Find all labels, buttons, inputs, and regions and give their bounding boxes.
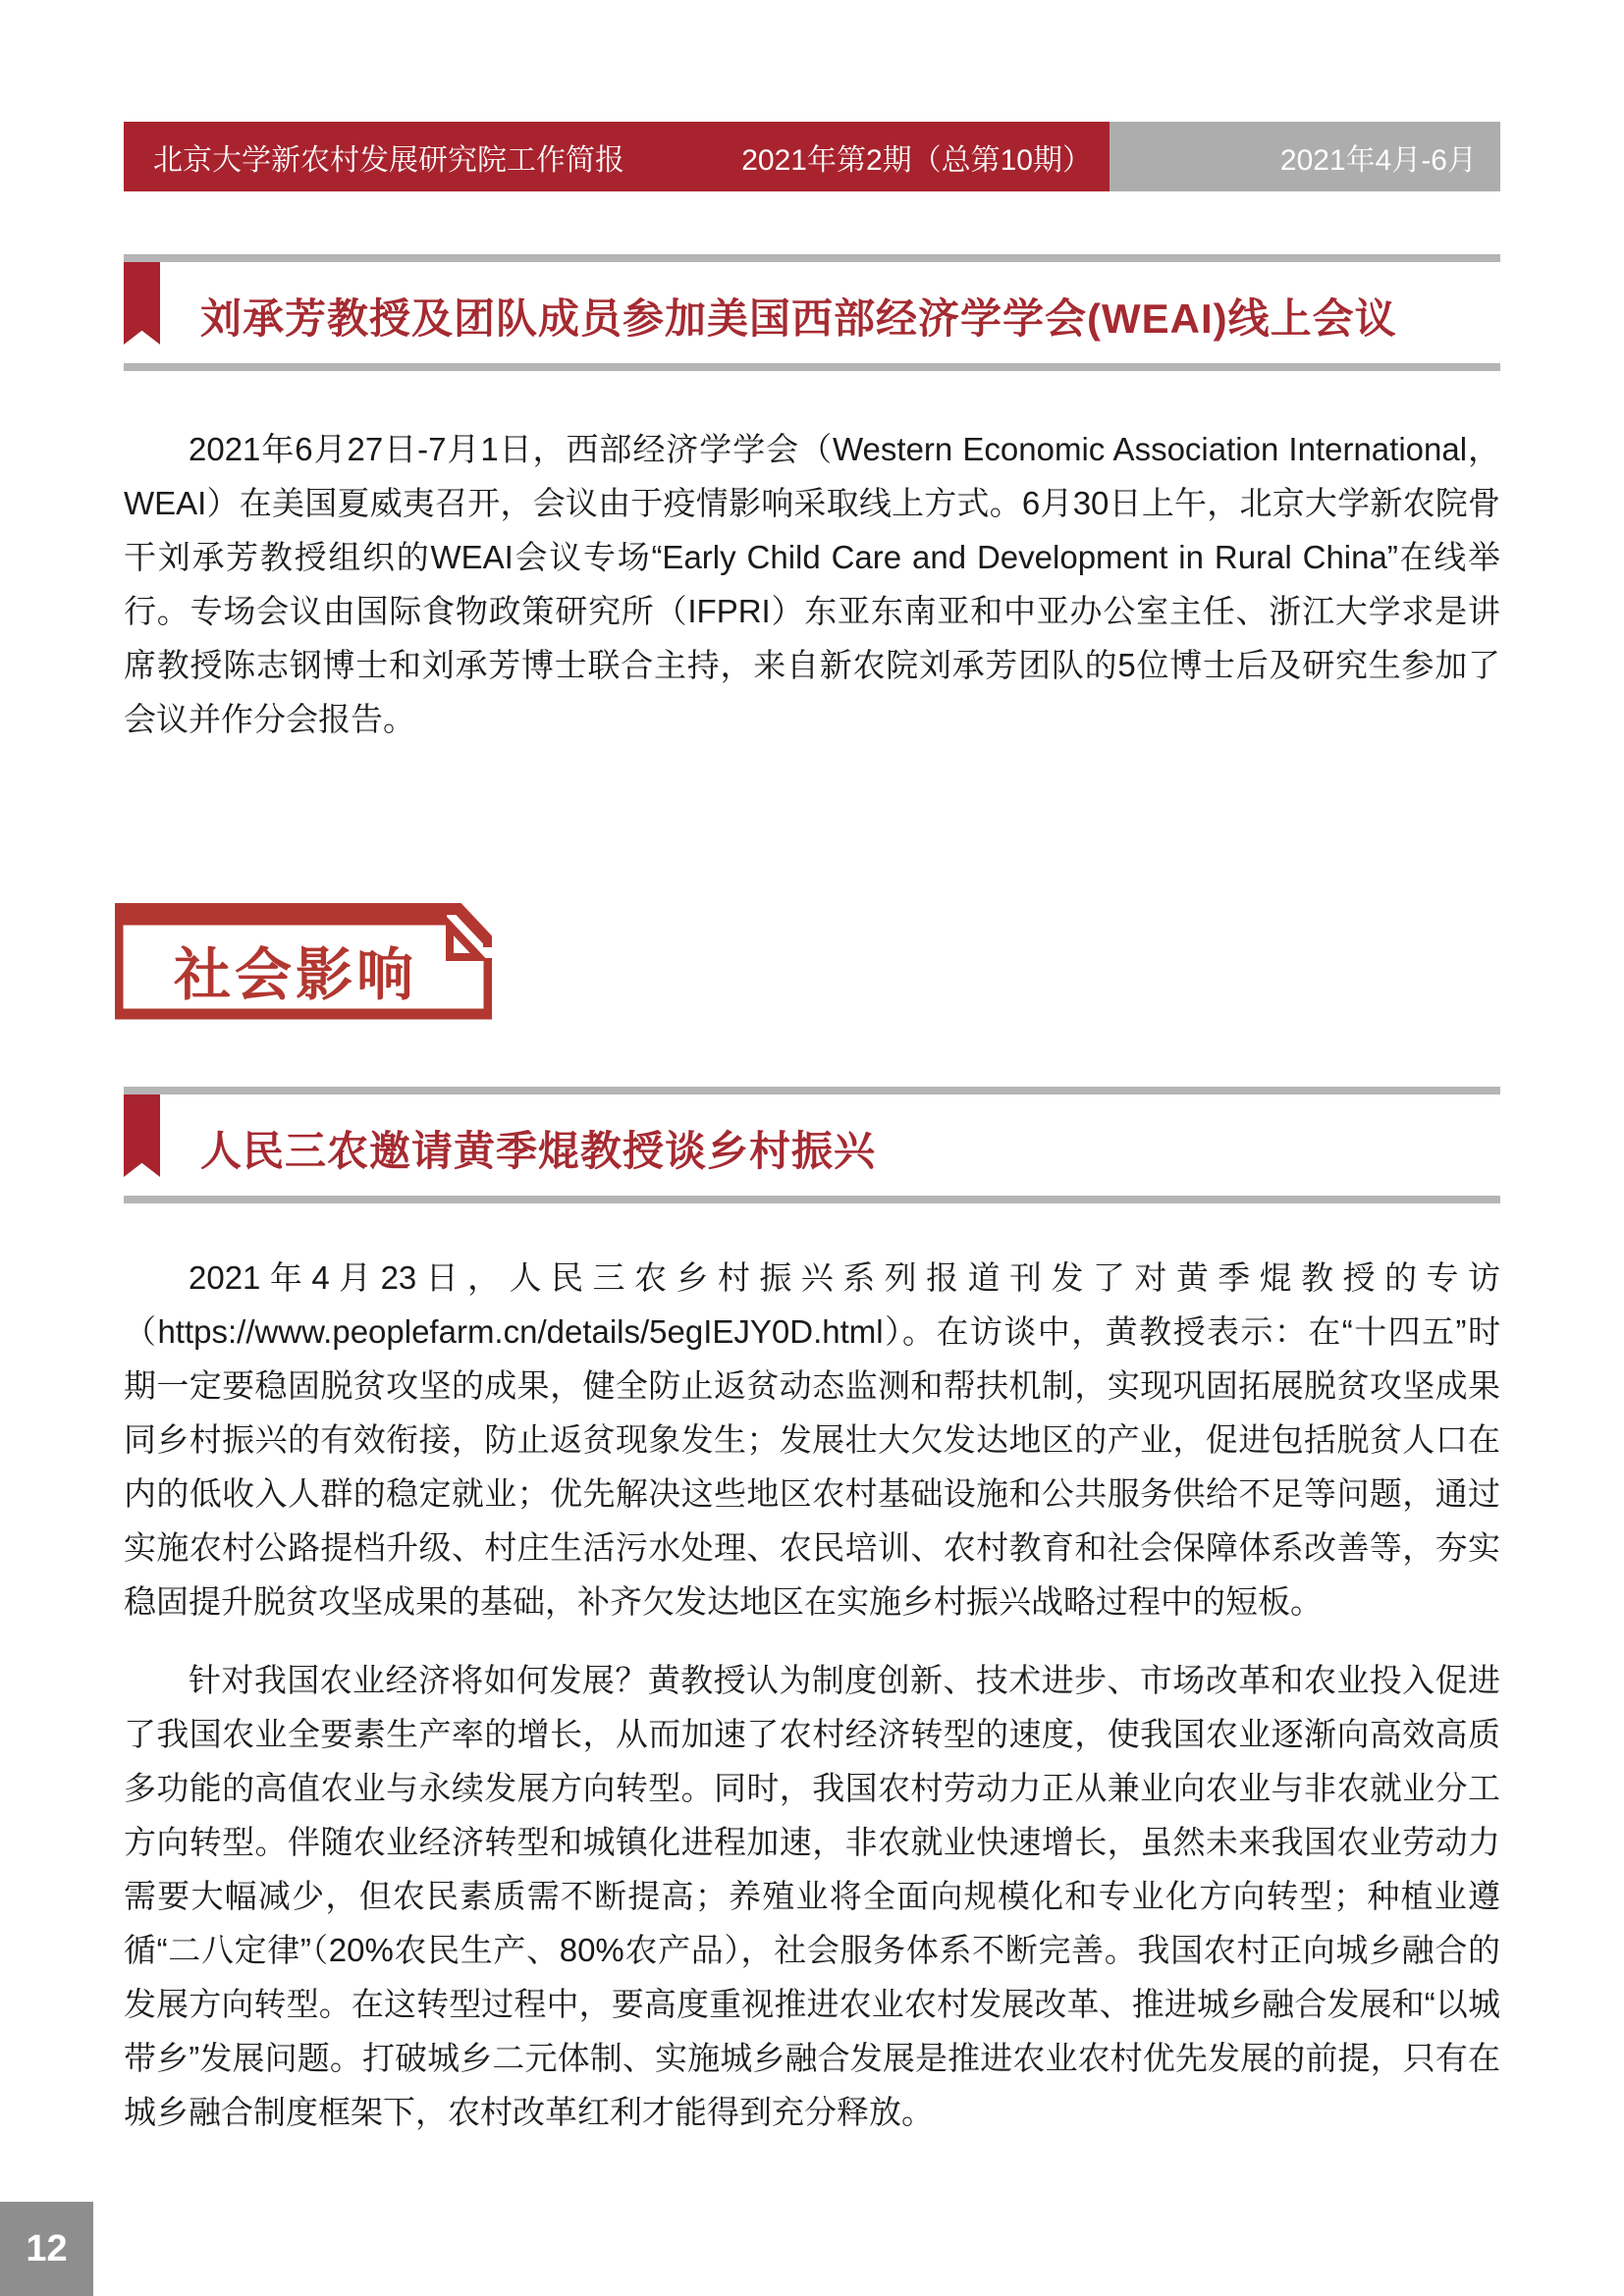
page-header: [124, 122, 1500, 191]
newsletter-title: 北京大学新农村发展研究院工作简报: [153, 143, 624, 177]
header-gray-band: [1110, 122, 1500, 191]
divider-top-article-2: [124, 1087, 1500, 1095]
article-2-paragraph-2: 针对我国农业经济将如何发展？黄教授认为制度创新、技术进步、市场改革和农业投入促进了我国农业全要素生产率的增长，从而加速了农村经济转型的速度，使我国农业逐渐向高效高质多功能的高值农业与永续发展方向转型。同时，我国农村劳动力正从兼业向农业与非农就业分工方向转型。伴随农业经济转型和城镇化进程加速，非农就业快速增长，虽然未来我国农业劳动力需要大幅减少，但农民素质需不断提高；养殖业将全面向规模化和专业化方向转型；种植业遵循“二八定律”（20%农民生产、80%农产品），社会服务体系不断完善。我国农村正向城乡融合的发展方向转型。在这转型过程中，要高度重视推进农业农村发展改革、推进城乡融合发展和“以城带乡”发展问题。打破城乡二元体制、实施城乡融合发展是推进农业农村优先发展的前提，只有在城乡融合制度框架下，农村改革红利才能得到充分释放。: [124, 1662, 1500, 2130]
page-number: 12: [26, 2227, 68, 2269]
page-number-tab: [0, 2202, 93, 2296]
issue-period: 2021年4月-6月: [1279, 143, 1477, 177]
divider-bottom-article-2: [124, 1196, 1500, 1203]
bookmark-ribbon-icon: [124, 262, 160, 345]
badge-label: 社会影响: [173, 943, 417, 1007]
issue-number: 2021年第2期（总第10期）: [741, 143, 1092, 177]
article-1-headline: 刘承芳教授及团队成员参加美国西部经济学学会(WEAI)线上会议: [200, 295, 1397, 342]
article-2-paragraph-1: 2021年4月23日，人民三农乡村振兴系列报道刊发了对黄季焜教授的专访（https://www.peoplefarm.cn/details/5egIEJY0D.html）。在访谈中，黄教授表示：在“十四五”时期一定要稳固脱贫攻坚的成果，健全防止返贫动态监测和帮扶机制，实现巩固拓展脱贫攻坚成果同乡村振兴的有效衔接，防止返贫现象发生；发展壮大欠发达地区的产业，促进包括脱贫人口在内的低收入人群的稳定就业；优先解决这些地区农村基础设施和公共服务供给不足等问题，通过实施农村公路提档升级、村庄生活污水处理、农民培训、农村教育和社会保障体系改善等，夯实稳固提升脱贫攻坚成果的基础，补齐欠发达地区在实施乡村振兴战略过程中的短板。: [124, 1259, 1500, 1620]
bookmark-ribbon-icon: [124, 1095, 160, 1177]
article-2-headline: 人民三农邀请黄季焜教授谈乡村振兴: [200, 1128, 877, 1174]
divider-bottom-article-1: [124, 363, 1500, 371]
article-1-paragraph: 2021年6月27日-7月1日，西部经济学学会（Western Economic Association International，WEAI）在美国夏威夷召开，会议由于疫情影响采取线上方式。6月30日上午，北京大学新农院骨干刘承芳教授组织的WEAI会议专场“Early Child Care and Development in Rural China”在线举行。专场会议由国际食物政策研究所（IFPRI）东亚东南亚和中亚办公室主任、浙江大学求是讲席教授陈志钢博士和刘承芳博士联合主持，来自新农院刘承芳团队的5位博士后及研究生参加了会议并作分会报告。: [124, 431, 1500, 737]
header-red-band: [124, 122, 1110, 191]
section-badge-social-impact: [115, 899, 492, 1031]
divider-top-article-1: [124, 254, 1500, 262]
